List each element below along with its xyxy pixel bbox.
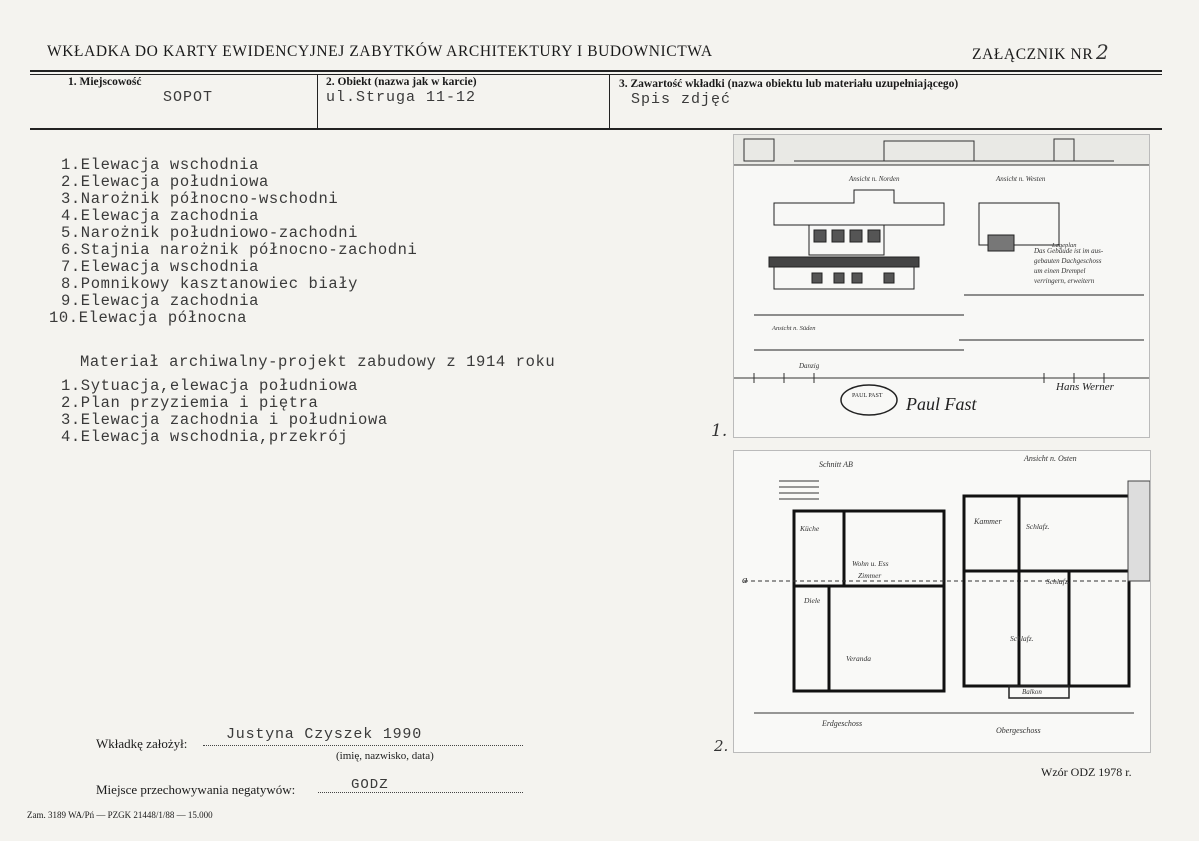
content-label: 3. Zawartość wkładki (nazwa obiektu lub materiału uzupełniającego) [619,78,959,90]
drawing-label: Ansicht n. Norden [849,175,900,183]
attachment-label: ZAŁĄCZNIK NR [972,46,1094,63]
list-item: 4.Elewacja wschodnia,przekrój [61,428,349,446]
created-by-line [203,745,523,746]
list-item: 2.Plan przyziemia i piętra [61,394,319,412]
drawing-label: Schlafz. [1046,577,1070,586]
list-item: 7.Elewacja wschodnia [61,258,260,276]
list-item: 9.Elewacja zachodnia [61,292,260,310]
drawing-label: Schlafz. [1010,634,1034,643]
drawing-label: um einen Drempel [1034,267,1086,275]
archive-photo-2 [733,450,1151,753]
negatives-line [318,792,523,793]
list-item: 10.Elewacja północna [49,309,248,327]
list-item: 3.Narożnik północno-wschodni [61,190,339,208]
created-by-label: Wkładkę założył: [96,736,188,751]
drawing-label: Das Gebäude ist im aus- [1034,247,1104,255]
section-marker: a [742,574,748,586]
drawing-label: Küche [800,524,820,533]
drawing-label: Obergeschoss [996,726,1041,735]
locality-value: SOPOT [163,89,214,106]
drawing-label: Balkon [1022,688,1042,696]
signature: Paul Fast [906,394,977,414]
drawing-label: Veranda [846,654,871,663]
signature: Hans Werner [1056,381,1114,393]
list-item: 5.Narożnik południowo-zachodni [61,224,359,242]
form-title: WKŁADKA DO KARTY EWIDENCYJNEJ ZABYTKÓW ARCHITEKTURY I BUDOWNICTWA [47,43,713,60]
locality-label: 1. Miejscowość [68,76,142,88]
photo-number-2: 2. [714,737,729,755]
header-rule-top2 [30,74,1162,75]
elevation-drawing [734,135,1149,437]
drawing-label: verringern, erweitern [1034,277,1095,285]
drawing-label: Erdgeschoss [822,719,863,728]
drawing-label: Wohn u. Ess [852,559,889,568]
photo-number-1: 1. [711,421,728,441]
list-item: 1.Sytuacja,elewacja południowa [61,377,359,395]
drawing-label: Schlafz. [1026,522,1050,531]
created-by-value: Justyna Czyszek 1990 [226,726,423,743]
stamp-text: PAUL PAST [852,393,883,399]
fields-rule-bottom [30,128,1162,130]
object-value: ul.Struga 11-12 [326,89,477,106]
list-item: 6.Stajnia narożnik północno-zachodni [61,241,418,259]
drawing-label: Schnitt AB [819,460,853,469]
created-by-hint: (imię, nazwisko, data) [336,750,434,762]
field-divider-1 [317,75,318,129]
list-item: 2.Elewacja południowa [61,173,269,191]
archive-photo-1 [733,134,1150,438]
floor-plan-drawing [734,451,1150,752]
form-id: Wzór ODZ 1978 r. [1041,765,1132,779]
list-item: 4.Elewacja zachodnia [61,207,260,225]
print-info: Zam. 3189 WA/Pń — PZGK 21448/1/88 — 15.000 [27,810,213,820]
drawing-label: Ansicht n. Westen [996,175,1046,183]
list-item: 8.Pomnikowy kasztanowiec biały [61,275,359,293]
negatives-label: Miejsce przechowywania negatywów: [96,782,296,797]
list-item: 1.Elewacja wschodnia [61,156,260,174]
archive-heading: Materiał archiwalny-projekt zabudowy z 1914 roku [80,353,556,371]
attachment-number: 2 [1096,40,1109,64]
drawing-label: Diele [804,596,821,605]
drawing-label: Kammer [974,517,1002,526]
drawing-label: Ansicht n. Süden [772,325,816,332]
drawing-label: Lageplan [1052,242,1077,249]
object-label: 2. Obiekt (nazwa jak w karcie) [326,76,477,88]
drawing-label: gebauten Dachgeschoss [1034,257,1102,265]
list-item: 3.Elewacja zachodnia i południowa [61,411,388,429]
field-divider-2 [609,75,610,129]
content-value: Spis zdjęć [631,91,732,108]
drawing-label: Danzig [799,362,820,370]
header-rule-top [30,70,1162,72]
drawing-label: Zimmer [858,571,882,580]
drawing-label: Ansicht n. Osten [1024,454,1077,463]
negatives-value: GODZ [351,777,389,793]
